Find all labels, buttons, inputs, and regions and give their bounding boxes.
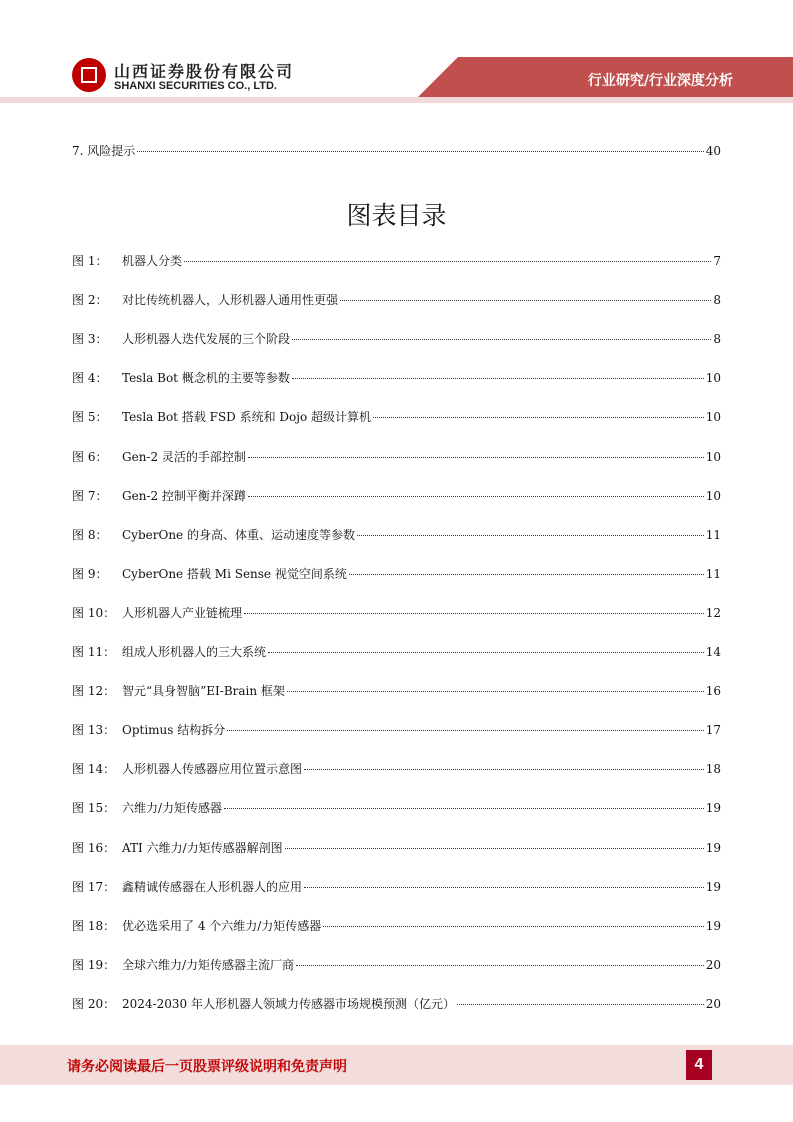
figure-entry[interactable]: [72, 330, 721, 347]
figure-label: [72, 760, 302, 777]
figure-label: [72, 408, 371, 425]
company-name-en: SHANXI SECURITIES CO., LTD.: [114, 80, 277, 92]
leader-dots: [457, 1003, 704, 1005]
figure-entry[interactable]: [72, 839, 721, 856]
figure-title: 全球六维力/力矩传感器主流厂商: [122, 957, 295, 972]
figure-title: Gen-2 灵活的手部控制: [122, 449, 246, 464]
figure-title: 2024-2030 年人形机器人领域力传感器市场规模预测（亿元）: [122, 996, 455, 1011]
figure-page: 10: [705, 371, 721, 386]
figure-title: 人形机器人迭代发展的三个阶段: [122, 332, 291, 347]
figure-number: 图 9：: [72, 566, 108, 581]
figure-label: [72, 995, 455, 1012]
figure-number: 图 17：: [72, 879, 116, 894]
leader-dots: [287, 690, 704, 692]
figure-title: CyberOne 的身高、体重、运动速度等参数: [122, 527, 355, 542]
figure-title: Gen-2 控制平衡并深蹲: [122, 488, 246, 503]
figure-title: Tesla Bot 搭载 FSD 系统和 Dojo 超级计算机: [122, 410, 372, 425]
figure-page: 20: [705, 996, 721, 1011]
figure-page: 19: [705, 801, 721, 816]
figure-page: 17: [705, 723, 721, 738]
figure-number: 图 8：: [72, 527, 108, 542]
figure-page: 8: [713, 332, 721, 347]
figure-page: 19: [705, 918, 721, 933]
figure-label: [72, 291, 338, 308]
figure-entry[interactable]: [72, 526, 721, 543]
figure-number: 图 10：: [72, 605, 116, 620]
figure-label: [72, 956, 294, 973]
page-footer: [0, 1045, 793, 1085]
figure-title: 机器人分类: [122, 254, 183, 268]
figure-label: [72, 878, 302, 895]
figure-number: 图 7：: [72, 488, 108, 503]
figure-page: 18: [705, 762, 721, 777]
figure-entry[interactable]: [72, 878, 721, 895]
leader-dots: [248, 456, 704, 458]
figure-label: [72, 682, 285, 699]
figure-number: 图 18：: [72, 918, 116, 933]
leader-dots: [244, 612, 704, 614]
leader-dots: [349, 573, 704, 575]
toc-label: 7. 风险提示: [72, 144, 136, 158]
header-strip: [0, 97, 793, 103]
figure-title: 人形机器人产业链梳理: [122, 605, 243, 620]
figure-number: 图 13：: [72, 723, 116, 738]
figure-entry[interactable]: [72, 721, 721, 738]
figure-entry[interactable]: [72, 917, 721, 934]
figure-page: 19: [705, 879, 721, 894]
figure-entry[interactable]: [72, 995, 721, 1012]
figure-title: CyberOne 搭载 Mi Sense 视觉空间系统: [122, 566, 347, 581]
figure-title: Tesla Bot 概念机的主要等参数: [122, 371, 290, 386]
leader-dots: [268, 651, 704, 653]
figure-entry[interactable]: [72, 291, 721, 308]
figure-entry[interactable]: [72, 408, 721, 425]
figure-label: [72, 565, 347, 582]
figure-label: [72, 721, 225, 738]
leader-dots: [184, 260, 711, 262]
figure-entry[interactable]: [72, 565, 721, 582]
figure-label: [72, 252, 182, 269]
figure-title: 人形机器人传感器应用位置示意图: [122, 762, 303, 777]
figure-title: 鑫精诚传感器在人形机器人的应用: [122, 879, 303, 894]
leader-dots: [224, 807, 704, 809]
figure-page: 10: [705, 410, 721, 425]
figure-number: 图 14：: [72, 762, 116, 777]
figure-page: 10: [705, 449, 721, 464]
figure-title: 组成人形机器人的三大系统: [122, 645, 267, 659]
leader-dots: [137, 150, 703, 152]
figure-page: 20: [705, 957, 721, 972]
figure-number: 图 20：: [72, 996, 116, 1011]
figure-number: 图 16：: [72, 840, 116, 855]
figure-entry[interactable]: [72, 760, 721, 777]
leader-dots: [304, 886, 704, 888]
figure-label: [72, 330, 290, 347]
figure-entry[interactable]: [72, 682, 721, 699]
leader-dots: [285, 847, 704, 849]
figure-label: [72, 839, 283, 856]
figure-label: [72, 487, 246, 504]
leader-dots: [323, 925, 703, 927]
figure-title: 对比传统机器人，人形机器人通用性更强: [122, 293, 339, 308]
figure-page: 12: [705, 605, 721, 620]
figure-title: 智元“具身智脑”EI-Brain 框架: [122, 684, 285, 699]
toc-page: 40: [705, 144, 721, 158]
figure-title: ATI 六维力/力矩传感器解剖图: [122, 840, 283, 855]
figure-number: 图 5：: [72, 410, 108, 425]
page-header: [0, 55, 793, 103]
figure-label: [72, 799, 222, 816]
leader-dots: [357, 534, 704, 536]
leader-dots: [373, 416, 704, 418]
disclaimer-text: 请务必阅读最后一页股票评级说明和免责声明: [67, 1059, 347, 1075]
figure-list-title: 图表目录: [346, 201, 447, 230]
figure-label: [72, 448, 246, 465]
figure-number: 图 4：: [72, 371, 108, 386]
figure-title: 六维力/力矩传感器: [122, 801, 223, 816]
company-name-cn: 山西证券股份有限公司: [114, 62, 295, 81]
figure-page: 11: [705, 566, 721, 581]
figure-number: 图 15：: [72, 801, 116, 816]
figure-page: 10: [705, 488, 721, 503]
report-section: 行业研究/行业深度分析: [587, 73, 733, 89]
leader-dots: [304, 768, 704, 770]
figure-label: [72, 643, 266, 660]
figure-page: 7: [713, 254, 721, 268]
figure-label: [72, 917, 321, 934]
figure-entry[interactable]: [72, 604, 721, 621]
figure-number: 图 19：: [72, 957, 116, 972]
figure-entry[interactable]: [72, 369, 721, 386]
page-number: 4: [686, 1050, 712, 1080]
figure-number: 图 1：: [72, 254, 108, 268]
figure-number: 图 2：: [72, 293, 108, 308]
leader-dots: [292, 338, 711, 340]
figure-title: Optimus 结构拆分: [122, 723, 226, 738]
figure-entry[interactable]: [72, 448, 721, 465]
figure-page: 8: [713, 293, 721, 308]
figure-entry[interactable]: [72, 956, 721, 973]
toc-entry-risk[interactable]: [72, 142, 721, 159]
leader-dots: [248, 495, 704, 497]
company-logo-icon: [72, 58, 106, 92]
figure-entry[interactable]: [72, 643, 721, 660]
figure-page: 14: [705, 645, 721, 659]
figure-entry[interactable]: [72, 487, 721, 504]
leader-dots: [340, 299, 711, 301]
leader-dots: [227, 729, 703, 731]
figure-page: 16: [705, 684, 721, 699]
figure-label: [72, 604, 242, 621]
figure-number: 图 12：: [72, 684, 116, 699]
figure-label: [72, 526, 355, 543]
figure-page: 19: [705, 840, 721, 855]
figure-label: [72, 369, 290, 386]
leader-dots: [296, 964, 704, 966]
figure-number: 图 3：: [72, 332, 108, 347]
figure-title: 优必选采用了 4 个六维力/力矩传感器: [122, 918, 322, 933]
figure-entry[interactable]: [72, 799, 721, 816]
figure-number: 图 6：: [72, 449, 108, 464]
figure-page: 11: [705, 527, 721, 542]
figure-entry[interactable]: [72, 252, 721, 269]
leader-dots: [292, 377, 704, 379]
figure-number: 图 11：: [72, 645, 116, 659]
